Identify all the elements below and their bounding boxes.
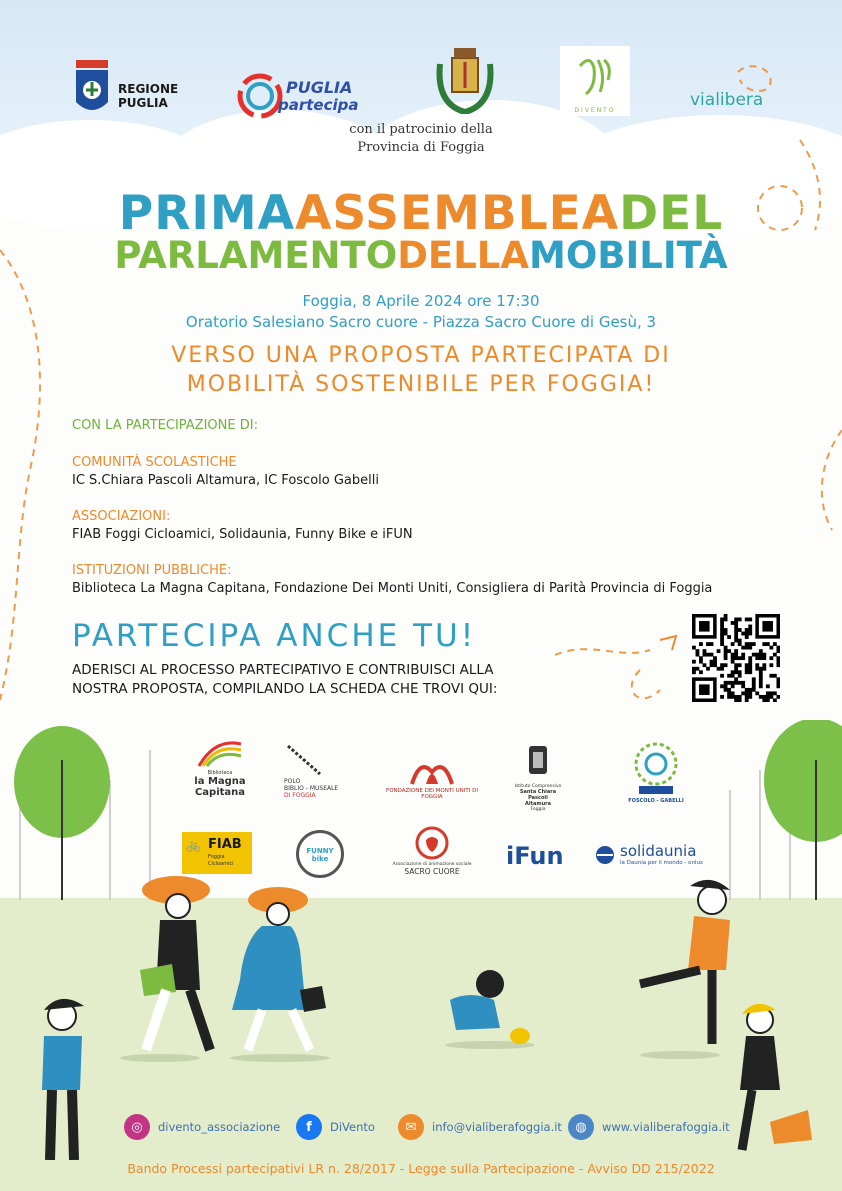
magna-line-3: Capitana (194, 787, 246, 798)
vialibera-logo: vialibera (690, 90, 764, 110)
fondazione-label: FONDAZIONE DEI MONTI UNITI DI FOGGIA (386, 788, 478, 800)
divento-logo (560, 46, 630, 116)
sponsor-fiab: 🚲 FIAB Foggia Cicloamici (182, 832, 252, 874)
funny-label: FUNNY bike (306, 847, 334, 863)
title-segment: DEL (619, 186, 724, 241)
group-value: IC S.Chiara Pascoli Altamura, IC Foscolo Gabelli (72, 473, 379, 488)
provincia-foggia-crest (432, 44, 498, 114)
social-website-text: www.vialiberafoggia.it (602, 1120, 730, 1134)
social-facebook[interactable] (296, 1112, 375, 1142)
social-facebook-text: DiVento (330, 1120, 375, 1134)
qr-code[interactable] (692, 614, 780, 702)
social-email[interactable] (398, 1112, 562, 1142)
group-value: FIAB Foggi Cicloamici, Solidaunia, Funny Bike e iFUN (72, 527, 413, 542)
globe-icon: ◍ (568, 1114, 594, 1140)
group-value: Biblioteca La Magna Capitana, Fondazione Dei Monti Uniti, Consigliera di Parità Provincia di Foggia (72, 581, 713, 596)
sponsor-polo-biblio (284, 742, 360, 799)
solidaunia-line-1: solidaunia (620, 842, 697, 860)
cta-title: PARTECIPA ANCHE TU! (72, 618, 477, 654)
social-email-text: info@vialiberafoggia.it (432, 1120, 562, 1134)
title-segment: DELLA (397, 234, 529, 277)
foscolo-label: FOSCOLO - GABELLI (628, 798, 684, 804)
polo-line-3: DI FOGGIA (284, 792, 316, 799)
solidaunia-line-2: la Daunia per il mondo - onlus (620, 860, 703, 866)
istituto-line-3: Pascoli (528, 795, 548, 801)
sponsor-istituto-santa-chiara (508, 742, 568, 812)
sponsor-foscolo-gabelli (626, 742, 686, 804)
istituto-line-5: Foggia (530, 807, 546, 812)
subtitle-line-2: MOBILITÀ SOSTENIBILE PER FOGGIA! (186, 372, 656, 397)
puglia-partecipa-title: PUGLIA (286, 78, 353, 97)
cta-line-2: NOSTRA PROPOSTA, COMPILANDO LA SCHEDA CHE TROVI QUI: (72, 681, 498, 697)
social-instagram-text: divento_associazione (158, 1120, 281, 1134)
istituto-line-2: Santa Chiara (519, 789, 557, 795)
title-segment: PARLAMENTO (114, 234, 398, 277)
fiab-line-3: Cicloamici (208, 861, 234, 867)
title-line-1 (0, 186, 842, 241)
polo-line-1: POLO (284, 778, 301, 785)
magna-line-1: Biblioteca (207, 770, 233, 776)
sponsor-magna-capitana (192, 738, 248, 798)
mail-icon: ✉ (398, 1114, 424, 1140)
cta-line-1: ADERISCI AL PROCESSO PARTECIPATIVO E CONTRIBUISCI ALLA (72, 662, 494, 678)
group-label: ASSOCIAZIONI: (72, 509, 171, 524)
fiab-line-1: FIAB (208, 837, 242, 852)
fiab-line-2: Foggia (208, 854, 225, 860)
event-datetime: Foggia, 8 Aprile 2024 ore 17:30 (302, 292, 540, 310)
instagram-icon: ◎ (124, 1114, 150, 1140)
subtitle-line-1: VERSO UNA PROPOSTA PARTECIPATA DI (171, 343, 671, 368)
sponsor-ifun: iFun (506, 842, 564, 870)
sacro-line-2: SACRO CUORE (404, 867, 460, 876)
tree-right (764, 720, 842, 842)
event-location: Oratorio Salesiano Sacro cuore - Piazza Sacro Cuore di Gesù, 3 (185, 313, 657, 331)
istituto-line-4: Altamura (525, 801, 551, 807)
social-instagram[interactable] (124, 1112, 280, 1142)
regione-puglia-crest (74, 60, 110, 116)
group-label: COMUNITÀ SCOLASTICHE (72, 455, 237, 470)
title-segment: MOBILITÀ (529, 234, 728, 277)
sponsor-fondazione-monti-uniti (386, 754, 478, 800)
title-line-2 (0, 234, 842, 277)
istituto-line-1: Istituto Comprensivo (514, 784, 562, 789)
participation-heading: CON LA PARTECIPAZIONE DI: (72, 418, 258, 433)
patrocinio-line-1: con il patrocinio della (349, 122, 493, 137)
puglia-partecipa-subtitle: partecipa (278, 96, 359, 114)
facebook-icon: f (296, 1114, 322, 1140)
title-segment: PRIMA (118, 186, 296, 241)
patrocinio-line-2: Provincia di Foggia (357, 140, 485, 155)
sacro-line-1: Associazione di animazione sociale (392, 862, 472, 867)
footer-note: Bando Processi partecipativi LR n. 28/2017 - Legge sulla Partecipazione - Avviso DD 215/2022 (127, 1161, 715, 1176)
social-website[interactable] (568, 1112, 730, 1142)
regione-puglia-label: REGIONE PUGLIA (118, 82, 179, 110)
polo-line-2: BIBLIO - MUSEALE (284, 785, 339, 792)
title-segment: ASSEMBLEA (295, 186, 620, 241)
group-label: ISTITUZIONI PUBBLICHE: (72, 563, 232, 578)
divento-label: DIVENTO (574, 107, 616, 114)
magna-line-2: la Magna (194, 776, 246, 787)
